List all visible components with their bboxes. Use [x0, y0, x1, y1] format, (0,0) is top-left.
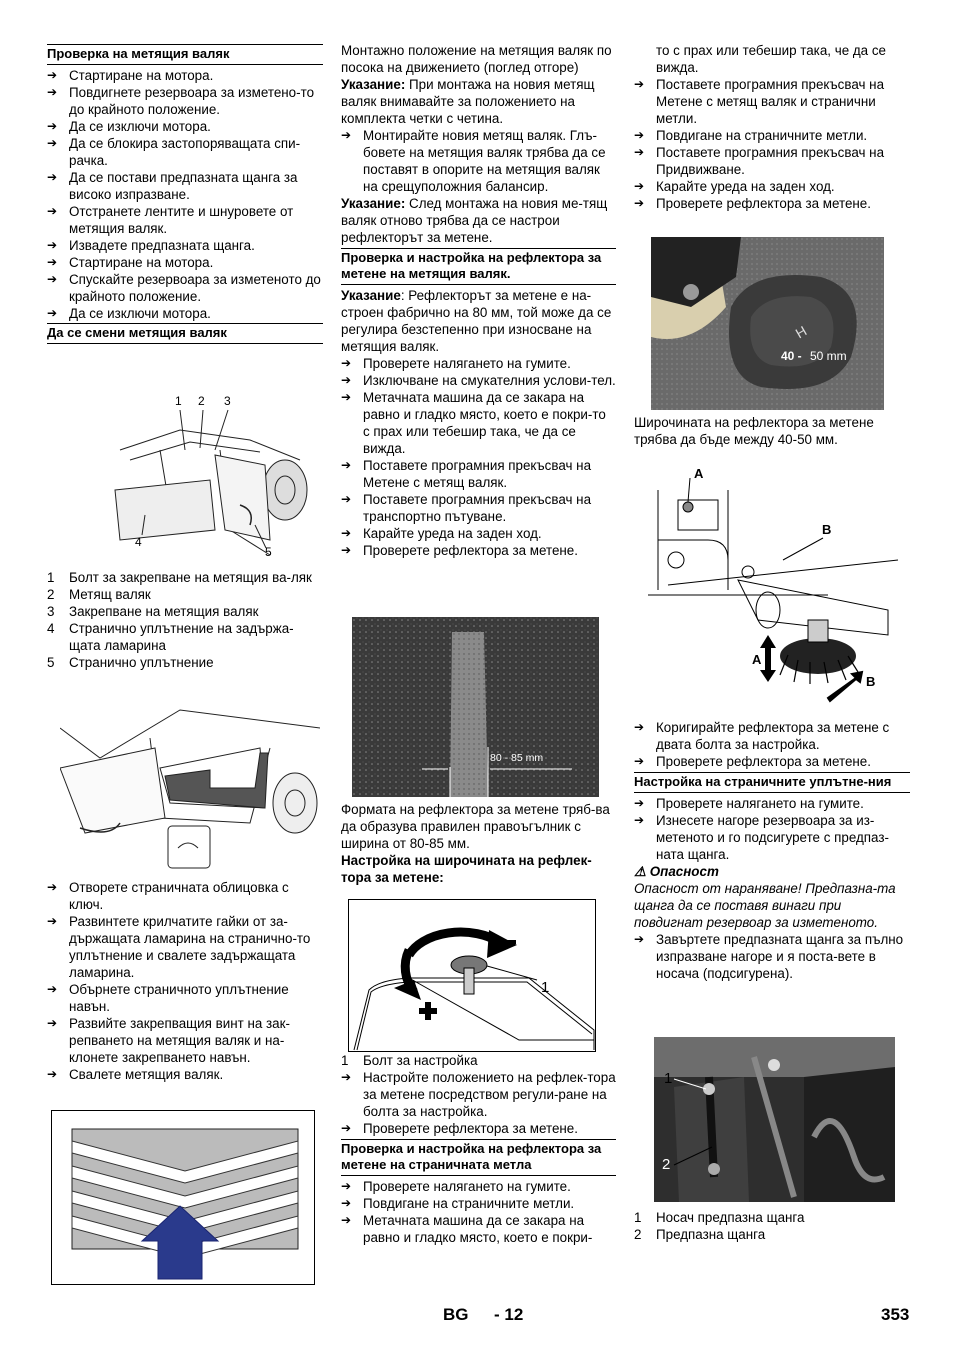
- step-item: ➔ Поставете програмния прекъсвач на транспортно пътуване.: [341, 491, 616, 525]
- step-item: ➔ Настройте положението на рефлек-тора за метене посредством регули-ране на болта за настройка.: [341, 1069, 616, 1120]
- figure-label: B: [866, 674, 876, 689]
- step-item: ➔ Изнесете нагоре резервоара за из-метеното и го подсигурете с предпаз-ната щанга.: [634, 812, 910, 863]
- step-item: ➔ Повдигнете резервоара за изметено-то до крайното положение.: [47, 84, 323, 118]
- subheading: Настройка на широчината на рефлек-тора за метене:: [341, 853, 592, 885]
- step-item: ➔ Поставете програмния прекъсвач на Метене с метящ валяк.: [341, 457, 616, 491]
- step-item: ➔ Коригирайте рефлектора за метене с двата болта за настройка.: [634, 719, 910, 753]
- legend-text: Предпазна щанга: [656, 1227, 766, 1242]
- step-item: ➔ Метачната машина да се закара на равно и гладко място, което е покри-то с прах или тебешир така, че да се вижда.: [341, 389, 616, 457]
- figure-label: 1: [541, 979, 550, 996]
- legend-number: 2: [634, 1227, 642, 1242]
- figure-label: 5: [265, 545, 272, 559]
- legend-number: 5: [47, 655, 55, 670]
- step-list: [341, 355, 616, 559]
- warning-icon: ⚠: [634, 864, 650, 879]
- legend-number: 4: [47, 621, 55, 636]
- danger-label: Опасност: [649, 864, 719, 879]
- step-item: ➔ Повдигане на страничните метли.: [634, 127, 910, 144]
- step-item: ➔ Спускайте резервоара за изметеното до крайното положение.: [47, 271, 323, 305]
- figure-label: 1: [175, 394, 182, 408]
- legend-item: [47, 654, 323, 671]
- measure-label: 50 mm: [810, 349, 847, 363]
- section-heading: Проверка и настройка на рефлектора за метене на метящия валяк.: [341, 248, 616, 285]
- figure-brush-orientation: [51, 1110, 315, 1285]
- column-3: [634, 42, 910, 212]
- step-item: ➔ Карайте уреда на заден ход.: [634, 178, 910, 195]
- step-item: ➔ Отворете страничната облицовка с ключ.: [47, 879, 323, 913]
- step-item: ➔ Свалете метящия валяк.: [47, 1066, 323, 1083]
- step-list: [341, 1178, 616, 1246]
- legend-item: [47, 603, 323, 620]
- section-heading: Да се смени метящия валяк: [47, 323, 323, 344]
- legend-text: Болт за настройка: [363, 1053, 478, 1068]
- legend-number: 1: [47, 570, 55, 585]
- legend-number: 1: [634, 1210, 642, 1225]
- step-item: ➔ Проверете налягането на гумите.: [634, 795, 910, 812]
- paragraph: то с прах или тебешир така, че да се вижда.: [656, 43, 886, 75]
- photo-side-brush-reflector: [651, 237, 884, 410]
- legend: [341, 1052, 616, 1069]
- step-item: ➔ Поставете програмния прекъсвач на Придвижване.: [634, 144, 910, 178]
- step-list: [47, 879, 323, 1083]
- step-item: ➔ Карайте уреда на заден ход.: [341, 525, 616, 542]
- paragraph: Монтажно положение на метящия валяк по посока на движението (поглед отгоре): [341, 43, 612, 75]
- legend-item: [341, 1052, 616, 1069]
- step-item: ➔ Обърнете страничното уплътнение навън.: [47, 981, 323, 1015]
- note-text: : Рефлекторът за метене е на-строен фабрично на 80 мм, той може да се регулира безстепенно при износване на метящия валяк.: [341, 288, 612, 354]
- step-list: [634, 931, 910, 982]
- step-list: [634, 795, 910, 863]
- legend-text: Болт за закрепване на метящия ва-ляк: [69, 570, 312, 585]
- step-item: ➔ Проверете рефлектора за метене.: [341, 1120, 616, 1137]
- section-heading: Настройка на страничните уплътне-ния: [634, 772, 910, 793]
- column-3-lower: [634, 719, 910, 982]
- measure-label: 80 - 85 mm: [490, 752, 544, 764]
- step-item: ➔ Проверете рефлектора за метене.: [634, 195, 910, 212]
- note: [341, 76, 616, 127]
- figure-side-cover: [60, 708, 320, 873]
- danger-heading: [634, 863, 910, 880]
- step-item: ➔ Проверете налягането на гумите.: [341, 355, 616, 372]
- footer-language: BG: [443, 1305, 469, 1324]
- step-item: ➔ Развийте закрепващия винт на зак-репването на метящия валяк и на-клонете закрепването навън.: [47, 1015, 323, 1066]
- note: [341, 287, 616, 355]
- figure-label: A: [694, 466, 704, 481]
- step-list: [634, 76, 910, 212]
- photo-safety-bar: [654, 1037, 895, 1202]
- legend-number: 2: [47, 587, 55, 602]
- figure-label: A: [752, 652, 762, 667]
- step-item: ➔ Стартиране на мотора.: [47, 67, 323, 84]
- section-heading: Проверка и настройка на рефлектора за метене на страничната метла: [341, 1139, 616, 1176]
- figure-label: 3: [224, 394, 231, 408]
- minus-icon: [502, 940, 516, 944]
- step-item: ➔ Изключване на смукателния услови-тел.: [341, 372, 616, 389]
- photo-roller-reflector: [352, 617, 599, 797]
- step-list: [341, 127, 616, 195]
- note-label: Указание:: [341, 77, 406, 92]
- column-2-mid: [341, 801, 616, 886]
- step-item: ➔ Проверете рефлектора за метене.: [341, 542, 616, 559]
- step-list: [47, 67, 323, 322]
- legend-text: Закрепване на метящия валяк: [69, 604, 259, 619]
- legend-3: [634, 1209, 910, 1243]
- legend-item: [47, 620, 323, 654]
- paragraph: Широчината на рефлектора за метене трябва да бъде между 40-50 мм.: [634, 415, 874, 447]
- step-item: ➔ Стартиране на мотора.: [47, 254, 323, 271]
- note: [341, 195, 616, 246]
- figure-label: 2: [662, 1156, 671, 1173]
- step-list: [634, 719, 910, 770]
- column-2-lower: [341, 1052, 616, 1246]
- note-text: След монтажа на новия ме-тящ валяк отново трябва да се настрои рефлекторът за метене.: [341, 196, 608, 245]
- measure-label: 40 -: [781, 349, 802, 363]
- step-item: ➔ Извадете предпазната щанга.: [47, 237, 323, 254]
- legend-text: Странично уплътнение: [69, 655, 214, 670]
- footer-local-page: - 12: [494, 1305, 524, 1324]
- figure-label: 4: [135, 535, 142, 549]
- step-item: ➔ Развинтете крилчатите гайки от за-държащата ламарина на странично-то уплътнение и свалете задържащата ламарина.: [47, 913, 323, 981]
- legend-item: [47, 586, 323, 603]
- figure-label: B: [822, 522, 832, 537]
- step-item: ➔ Завъртете предпазната щанга за пълно изпразване нагоре и я поста-вете в носача (подсигурена).: [634, 931, 910, 982]
- step-item: ➔ Поставете програмния прекъсвач на Метене с метящ валяк и странични метли.: [634, 76, 910, 127]
- column-1-lower: [47, 879, 323, 1083]
- step-item: ➔ Монтирайте новия метящ валяк. Глъ-бовете на метящия валяк трябва да се поставят в опорите на метящия валяк на срещуположния балансир.: [341, 127, 616, 195]
- note-label: Указание: [341, 288, 401, 303]
- legend-text: Метящ валяк: [69, 587, 151, 602]
- step-item: ➔ Да се постави предпазната щанга за високо изпразване.: [47, 169, 323, 203]
- figure-side-brush-adjust: [648, 460, 910, 710]
- step-item: ➔ Проверете рефлектора за метене.: [634, 753, 910, 770]
- legend-number: 3: [47, 604, 55, 619]
- legend-text: Носач предпазна щанга: [656, 1210, 805, 1225]
- figure-label: 1: [664, 1070, 673, 1087]
- legend-item: [47, 569, 323, 586]
- note-label: Указание:: [341, 196, 406, 211]
- step-item: ➔ Да се блокира застопоряващата спи-рачка.: [47, 135, 323, 169]
- step-item: ➔ Да се изключи мотора.: [47, 118, 323, 135]
- figure-adjust-bolt: [348, 899, 596, 1052]
- step-item: ➔ Метачната машина да се закара на равно и гладко място, което е покри-: [341, 1212, 616, 1246]
- footer-page-number: 353: [881, 1305, 910, 1324]
- step-item: ➔ Повдигане на страничните метли.: [341, 1195, 616, 1212]
- danger-text: Опасност от нараняване! Предпазна-та щанга да се поставя винаги при повдигнат резервоар за изметеното.: [634, 881, 896, 930]
- figure-label: 2: [198, 394, 205, 408]
- step-item: ➔ Отстранете лентите и шнуровете от метящия валяк.: [47, 203, 323, 237]
- step-item: ➔ Проверете налягането на гумите.: [341, 1178, 616, 1195]
- step-item: ➔ Да се изключи мотора.: [47, 305, 323, 322]
- legend-item: [634, 1209, 910, 1226]
- paragraph: Формата на рефлектора за метене тряб-ва да образува правилен правоъгълник с ширина от 80-85 мм.: [341, 802, 610, 851]
- column-1: [47, 44, 323, 344]
- svg-text:H: H: [792, 322, 810, 342]
- legend-number: 1: [341, 1053, 349, 1068]
- column-2: [341, 42, 616, 559]
- legend-text: Странично уплътнение на задържа-щата ламарина: [69, 621, 294, 653]
- legend-1: [47, 569, 323, 671]
- column-3-mid: [634, 414, 910, 448]
- section-heading: Проверка на метящия валяк: [47, 44, 323, 65]
- step-list: [341, 1069, 616, 1137]
- note-text: При монтажа на новия метящ валяк внимавайте за положението на комплекта четки с четина.: [341, 77, 595, 126]
- figure-sweep-roller-parts: [100, 390, 320, 560]
- legend-item: [634, 1226, 910, 1243]
